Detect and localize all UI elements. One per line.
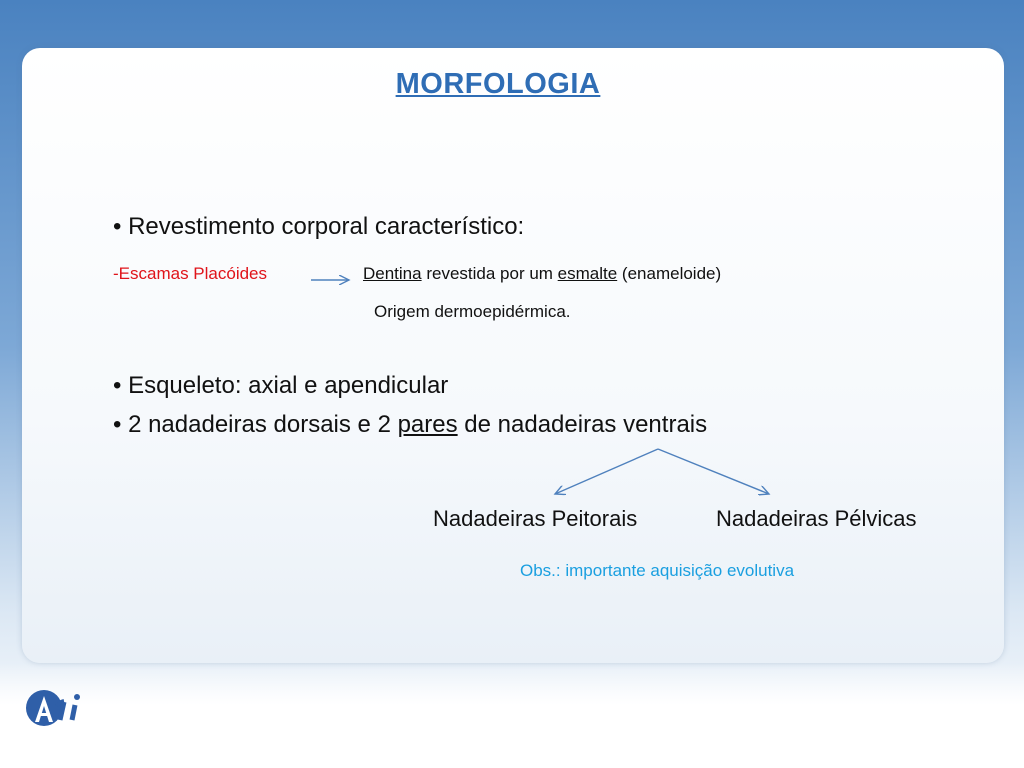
nadadeiras-peitorais: Nadadeiras Peitorais (433, 506, 638, 531)
bullet-nadadeiras (113, 411, 707, 439)
pares-term: pares (397, 411, 458, 438)
dentina-term: Dentina (363, 264, 422, 283)
esmalte-term: esmalte (557, 264, 618, 283)
bullet-revestimento: • Revestimento corporal característico: (113, 213, 525, 240)
content-panel (22, 48, 1004, 663)
dentina-description (363, 264, 721, 284)
escamas-placoides-label: -Escamas Placóides (113, 264, 268, 283)
obs-note: Obs.: importante aquisição evolutiva (520, 561, 795, 580)
enameloide-text: (enameloide) (617, 264, 722, 283)
nadadeiras-pelvicas: Nadadeiras Pélvicas (716, 506, 917, 531)
revestida-text: revestida por um (421, 264, 558, 283)
slide-title: MORFOLOGIA (395, 68, 601, 100)
nadadeiras-suffix: de nadadeiras ventrais (457, 411, 708, 438)
ari-logo (24, 684, 114, 732)
bullet-esqueleto: • Esqueleto: axial e apendicular (113, 372, 449, 399)
footer-band (0, 663, 1024, 768)
origem-text: Origem dermoepidérmica. (374, 302, 571, 321)
nadadeiras-prefix: • 2 nadadeiras dorsais e 2 (113, 411, 398, 438)
